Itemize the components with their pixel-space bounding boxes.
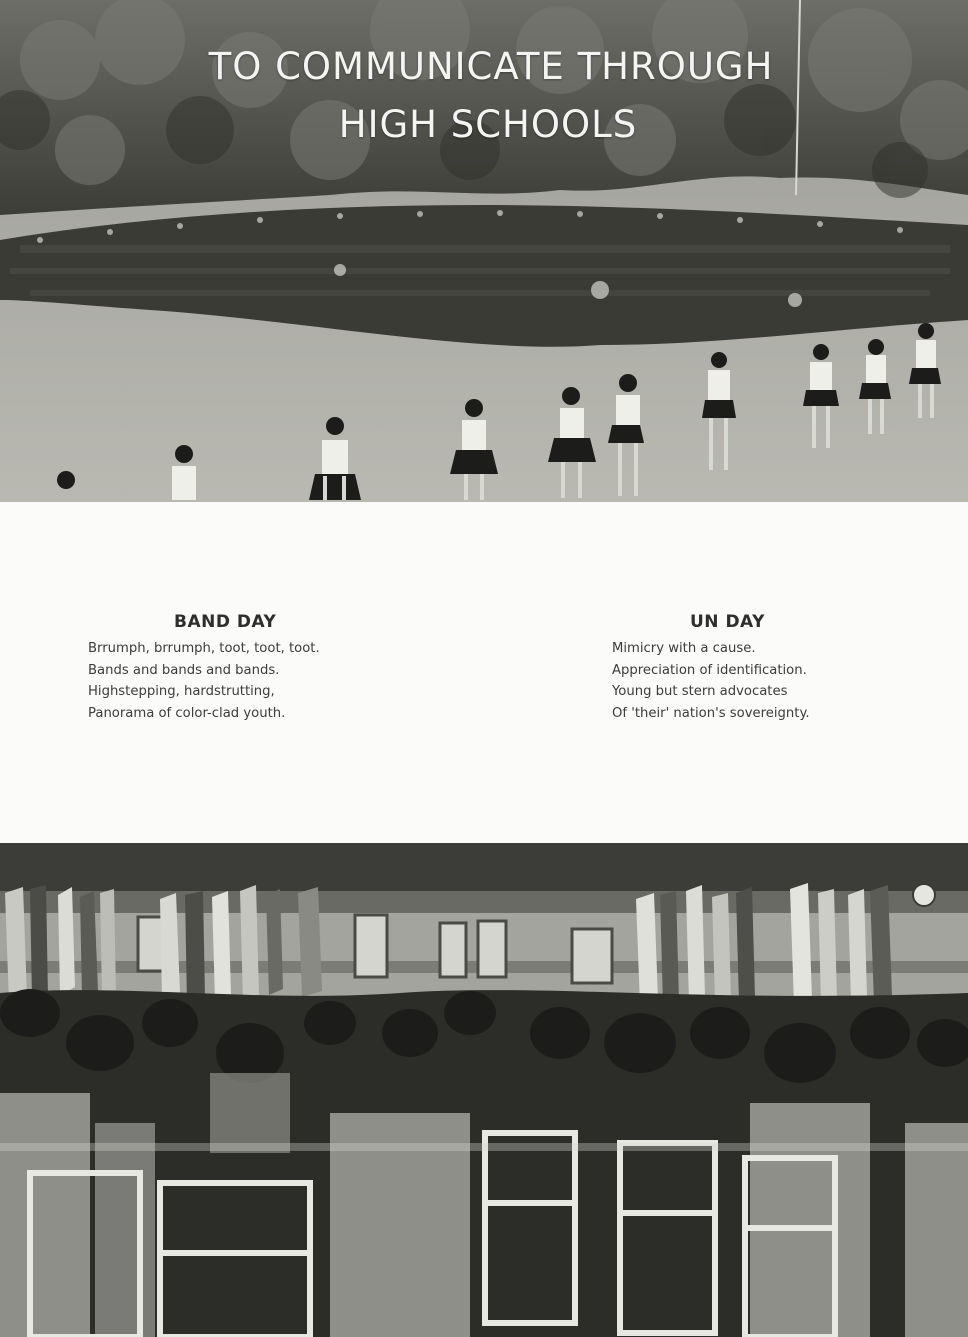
band-day-line: Bands and bands and bands. — [88, 662, 280, 678]
band-day-section — [88, 612, 408, 724]
band-day-line: Highstepping, hardstrutting, — [88, 684, 275, 699]
un-day-assembly-photo — [0, 843, 968, 1337]
headline-line-2: HIGH SCHOOLS — [338, 103, 638, 146]
band-day-line: Panorama of color-clad youth. — [88, 705, 286, 721]
un-day-line: Mimicry with a cause. — [612, 641, 756, 656]
un-day-title: UN DAY — [690, 612, 765, 632]
un-day-line: Appreciation of identification. — [612, 662, 807, 678]
un-day-line: Young but stern advocates — [612, 684, 788, 699]
headline-line-1: TO COMMUNICATE THROUGH — [208, 45, 774, 88]
marching-band-photo — [0, 0, 968, 502]
un-day-line: Of 'their' nation's sovereignty. — [612, 705, 810, 721]
band-day-title: BAND DAY — [174, 612, 277, 632]
band-day-line: Brrumph, brrumph, toot, toot, toot. — [88, 641, 320, 656]
page-headline — [0, 38, 968, 154]
un-day-section — [612, 612, 932, 724]
